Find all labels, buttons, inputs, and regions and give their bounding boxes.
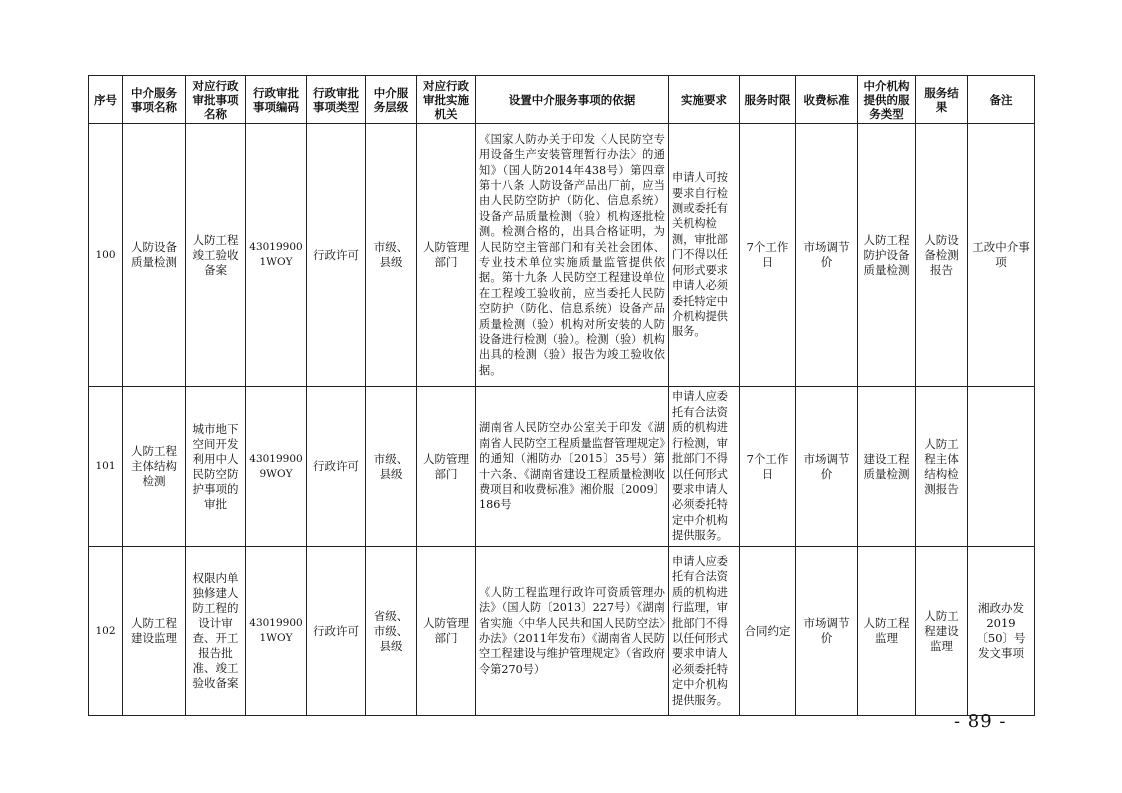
cell-authority: 人防管理部门 [417,387,476,547]
cell-authority: 人防管理部门 [417,124,476,387]
header-remark: 备注 [968,76,1035,124]
cell-approval-code: 430199001WOY [246,547,307,716]
cell-approval-code: 430199001WOY [246,124,307,387]
cell-service-level: 市级、县级 [366,387,417,547]
header-service-level: 中介服务层级 [366,76,417,124]
cell-service-name: 人防工程建设监理 [123,547,186,716]
cell-no: 102 [89,547,123,716]
header-approval-item: 对应行政审批事项名称 [186,76,246,124]
cell-no: 101 [89,387,123,547]
cell-requirement: 申请人应委托有合法资质的机构进行监理，审批部门不得以任何形式要求申请人必须委托特定中介机构提供服务。 [669,547,740,716]
cell-basis: 湖南省人民防空办公室关于印发《湖南省人民防空工程质量监督管理规定》的通知（湘防办〔2015〕35号）第十六条、《湖南省建设工程质量检测收费项目和收费标准》湘价服〔2009〕186号 [476,387,669,547]
cell-approval-item: 城市地下空间开发利用中人民防空防护事项的审批 [186,387,246,547]
table-row [89,124,1035,387]
table-row [89,547,1035,716]
cell-service-name: 人防工程主体结构检测 [123,387,186,547]
cell-time-limit: 7个工作日 [740,387,796,547]
cell-remark: 工改中介事项 [968,124,1035,387]
cell-authority: 人防管理部门 [417,547,476,716]
cell-result: 人防设备检测报告 [916,124,968,387]
header-row [89,76,1035,124]
header-requirement: 实施要求 [669,76,740,124]
header-result: 服务结果 [916,76,968,124]
cell-fee: 市场调节价 [796,547,858,716]
cell-approval-type: 行政许可 [307,124,366,387]
intermediary-services-table [88,75,1035,716]
header-service-name: 中介服务事项名称 [123,76,186,124]
header-service-type: 中介机构提供的服务类型 [858,76,916,124]
cell-service-name: 人防设备质量检测 [123,124,186,387]
cell-service-level: 省级、市级、县级 [366,547,417,716]
cell-approval-item: 人防工程竣工验收备案 [186,124,246,387]
header-approval-code: 行政审批事项编码 [246,76,307,124]
page-number: - 89 - [954,711,1007,732]
cell-basis: 《国家人防办关于印发〈人民防空专用设备生产安装管理暂行办法〉的通知》（国人防2014年438号）第四章 第十八条 人防设备产品出厂前，应当由人民防空防护（防化、信息系统）设备产品质量检测（验）机构逐批检测。检测合格的，出具合格证明，为人民防空主管部门和有关社会团体、专业技术单位实施质量监管提供依据。第十九条 人民防空工程建设单位在工程竣工验收前，应当委托人民防空防护（防化、信息系统）设备产品质量检测（验）机构对所安装的人防设备进行检测（验）。检测（验）机构出具的检测（验）报告为竣工验收依据。 [476,124,669,387]
cell-result: 人防工程主体结构检测报告 [916,387,968,547]
cell-approval-item: 权限内单独修建人防工程的设计审查、开工报告批准、竣工验收备案 [186,547,246,716]
cell-approval-type: 行政许可 [307,387,366,547]
cell-remark: 湘政办发2019〔50〕号发文事项 [968,547,1035,716]
header-no: 序号 [89,76,123,124]
cell-basis: 《人防工程监理行政许可资质管理办法》（国人防〔2013〕227号）《湖南省实施〈中华人民共和国人民防空法〉办法》（2011年发布）《湖南省人民防空工程建设与维护管理规定》（省政府令第270号） [476,547,669,716]
cell-time-limit: 合同约定 [740,547,796,716]
cell-result: 人防工程建设监理 [916,547,968,716]
cell-approval-type: 行政许可 [307,547,366,716]
cell-time-limit: 7个工作日 [740,124,796,387]
cell-requirement: 申请人可按要求自行检测或委托有关机构检测，审批部门不得以任何形式要求申请人必须委托特定中介机构提供服务。 [669,124,740,387]
header-time-limit: 服务时限 [740,76,796,124]
cell-fee: 市场调节价 [796,387,858,547]
cell-service-type: 建设工程质量检测 [858,387,916,547]
cell-service-type: 人防工程监理 [858,547,916,716]
table-row [89,387,1035,547]
cell-requirement: 申请人应委托有合法资质的机构进行检测，审批部门不得以任何形式要求申请人必须委托特定中介机构提供服务。 [669,387,740,547]
header-basis: 设置中介服务事项的依据 [476,76,669,124]
cell-remark [968,387,1035,547]
cell-service-level: 市级、县级 [366,124,417,387]
cell-approval-code: 430199009WOY [246,387,307,547]
cell-no: 100 [89,124,123,387]
cell-service-type: 人防工程防护设备质量检测 [858,124,916,387]
header-approval-type: 行政审批事项类型 [307,76,366,124]
cell-fee: 市场调节价 [796,124,858,387]
header-fee: 收费标准 [796,76,858,124]
header-authority: 对应行政审批实施机关 [417,76,476,124]
